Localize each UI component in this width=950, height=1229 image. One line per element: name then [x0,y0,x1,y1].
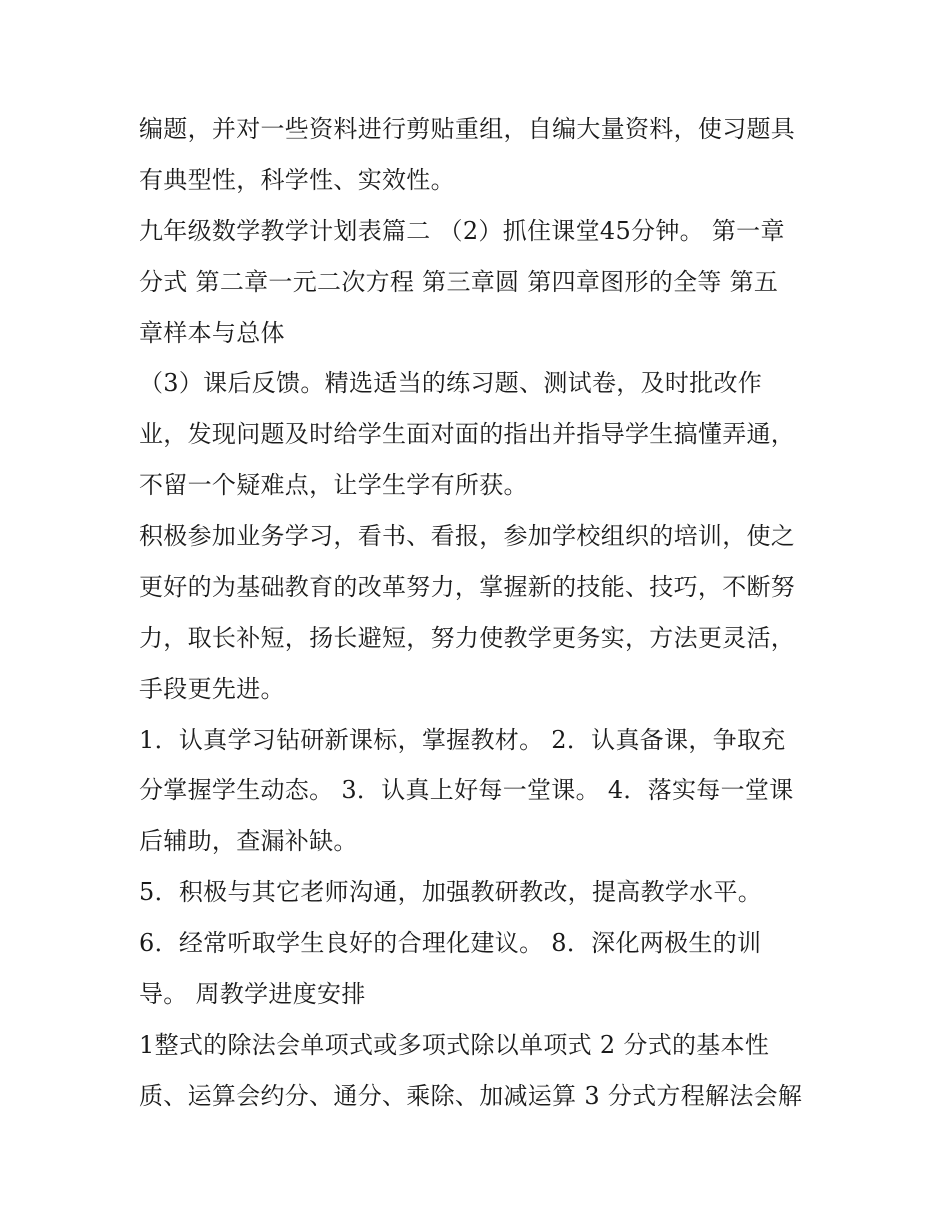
text-line: 分掌握学生动态。 3．认真上好每一堂课。 4．落实每一堂课 [139,776,794,804]
text-line: 力，取长补短，扬长避短，努力使教学更务实，方法更灵活， [139,624,796,652]
text-line: 5．积极与其它老师沟通，加强教研教改，提高教学水平。 [139,878,763,906]
text-line: 业，发现问题及时给学生面对面的指出并指导学生搞懂弄通， [139,420,796,448]
text-line: 1．认真学习钻研新课标，掌握教材。 2．认真备课，争取充 [139,726,786,754]
text-line: 6．经常听取学生良好的合理化建议。 8．深化两极生的训 [139,929,762,957]
text-line: 1整式的除法会单项式或多项式除以单项式 2 分式的基本性 [139,1031,770,1059]
text-line: 积极参加业务学习，看书、看报，参加学校组织的培训，使之 [139,522,796,550]
text-line: 更好的为基础教育的改革努力，掌握新的技能、技巧，不断努 [139,573,796,601]
text-line: 后辅助，查漏补缺。 [139,827,358,855]
text-line: 不留一个疑难点，让学生学有所获。 [139,471,528,499]
text-line: 编题，并对一些资料进行剪贴重组，自编大量资料，使习题具 [139,115,796,143]
text-line: 导。 周教学进度安排 [139,980,366,1008]
text-line: 质、运算会约分、通分、乘除、加减运算 3 分式方程解法会解 [139,1082,803,1110]
text-line: 有典型性，科学性、实效性。 [139,166,455,194]
text-line: （3）课后反馈。精选适当的练习题、测试卷，及时批改作 [139,369,763,397]
text-line: 九年级数学教学计划表篇二 （2）抓住课堂45分钟。 第一章 [139,217,785,245]
text-line: 手段更先进。 [139,675,285,703]
text-line: 章样本与总体 [139,319,285,347]
text-line: 分式 第二章一元二次方程 第三章圆 第四章图形的全等 第五 [139,268,779,296]
